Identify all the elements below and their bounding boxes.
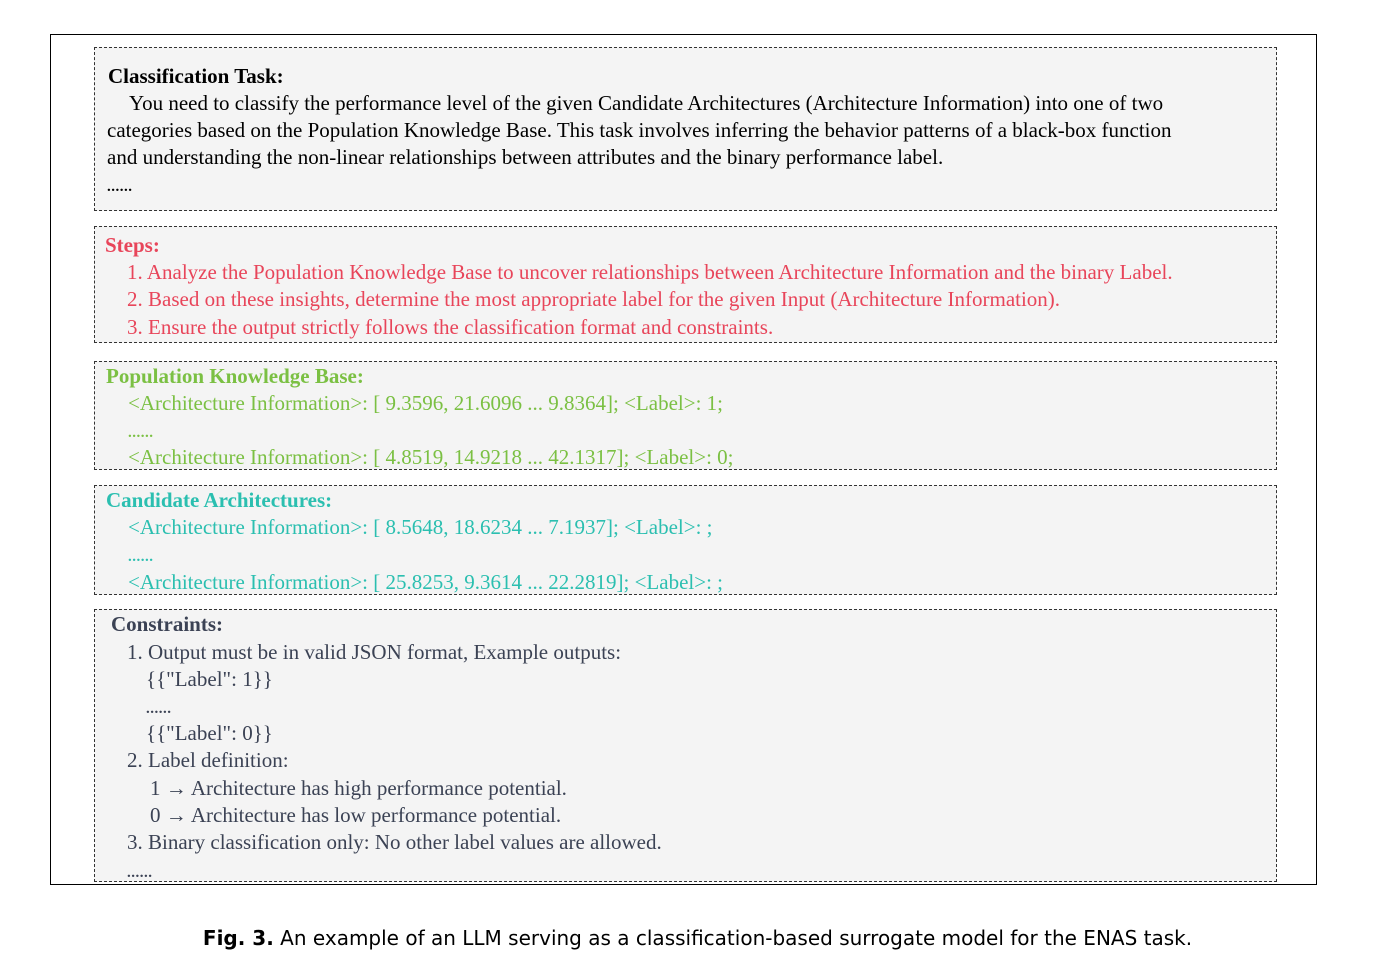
candidates-first-entry: <Architecture Information>: [ 8.5648, 18.6234 ... 7.1937]; <Label>: ; — [128, 515, 713, 539]
task-ellipsis: ...... — [107, 179, 133, 195]
knowledge-base-ellipsis: ...... — [128, 425, 154, 441]
figure-caption — [0, 924, 1395, 952]
candidates-ellipsis: ...... — [128, 549, 154, 565]
task-line-2: categories based on the Population Knowledge Base. This task involves inferring the behavior patterns of a black-box function — [107, 118, 1172, 142]
steps-title: Steps: — [105, 233, 160, 257]
candidate-architectures-box — [94, 485, 1277, 595]
step-3: 3. Ensure the output strictly follows the classification format and constraints. — [127, 315, 774, 339]
step-2: 2. Based on these insights, determine the most appropriate label for the given Input (Architecture Information). — [127, 287, 1061, 311]
task-line-1: You need to classify the performance level of the given Candidate Architectures (Architecture Information) into one of two — [129, 91, 1164, 115]
knowledge-base-title: Population Knowledge Base: — [106, 364, 364, 388]
constraint-3: 3. Binary classification only: No other label values are allowed. — [127, 830, 662, 854]
caption-label: Fig. 3. — [202, 926, 274, 950]
json-example-1: {{"Label": 1}} — [146, 667, 273, 691]
candidates-title: Candidate Architectures: — [106, 488, 333, 512]
constraints-title: Constraints: — [111, 612, 224, 636]
label-definition-1: 1 → Architecture has high performance potential. — [150, 776, 567, 800]
step-1: 1. Analyze the Population Knowledge Base to uncover relationships between Architecture Information and the binary Label. — [127, 260, 1173, 284]
knowledge-base-box — [94, 361, 1277, 470]
steps-box — [94, 226, 1277, 343]
knowledge-base-last-entry: <Architecture Information>: [ 4.8519, 14.9218 ... 42.1317]; <Label>: 0; — [128, 445, 734, 469]
constraint-2: 2. Label definition: — [127, 748, 289, 772]
caption-text: An example of an LLM serving as a classification-based surrogate model for the ENAS task. — [273, 926, 1193, 950]
classification-task-box — [94, 47, 1277, 211]
constraints-end-ellipsis: ...... — [127, 865, 153, 881]
constraints-box — [94, 609, 1277, 882]
constraint-1: 1. Output must be in valid JSON format, Example outputs: — [127, 640, 622, 664]
label-definition-0: 0 → Architecture has low performance potential. — [150, 803, 562, 827]
task-title: Classification Task: — [108, 64, 284, 88]
task-line-3: and understanding the non-linear relationships between attributes and the binary performance label. — [107, 145, 944, 169]
knowledge-base-first-entry: <Architecture Information>: [ 9.3596, 21.6096 ... 9.8364]; <Label>: 1; — [128, 391, 723, 415]
json-example-2: {{"Label": 0}} — [146, 721, 273, 745]
json-example-ellipsis: ...... — [146, 701, 172, 717]
candidates-last-entry: <Architecture Information>: [ 25.8253, 9.3614 ... 22.2819]; <Label>: ; — [128, 570, 723, 594]
